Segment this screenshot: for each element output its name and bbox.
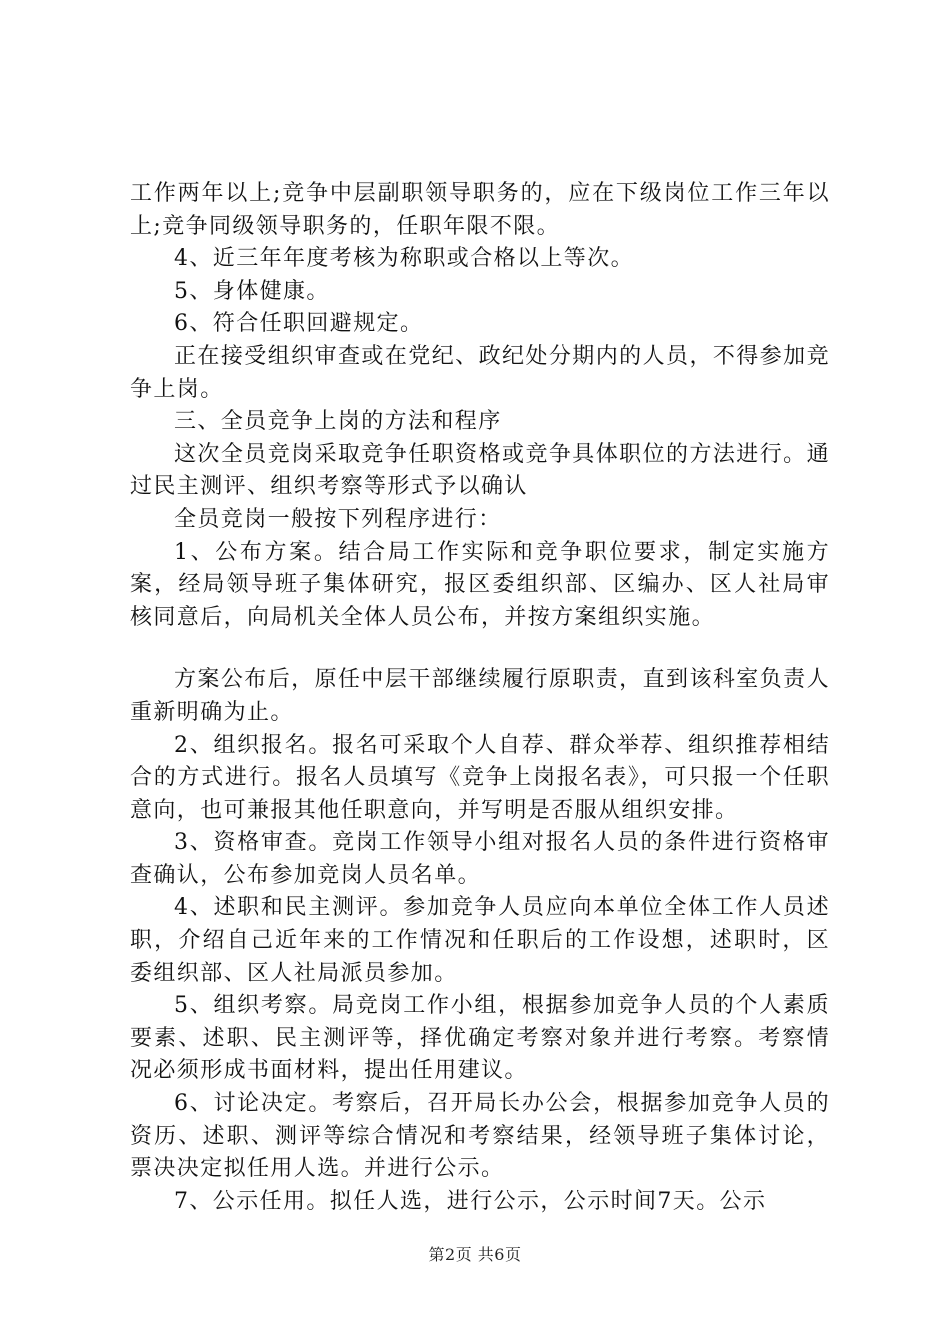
paragraph: 2、组织报名。报名可采取个人自荐、群众举荐、组织推荐相结合的方式进行。报名人员填写《竞争上岗报名表》，可只报一个任职意向，也可兼报其他任职意向，并写明是否服从组织安排。 [130, 732, 830, 823]
paragraph: 方案公布后，原任中层干部继续履行原职责，直到该科室负责人重新明确为止。 [130, 667, 830, 725]
document-body [130, 178, 830, 1218]
paragraph: 工作两年以上;竞争中层副职领导职务的，应在下级岗位工作三年以上;竞争同级领导职务的，任职年限不限。 [130, 181, 830, 239]
paragraph: 1、公布方案。结合局工作实际和竞争职位要求，制定实施方案，经局领导班子集体研究，报区委组织部、区编办、区人社局审核同意后，向局机关全体人员公布，并按方案组织实施。 [130, 539, 830, 630]
page-number: 第2页 共6页 [428, 1245, 522, 1264]
paragraph: 3、资格审查。竞岗工作领导小组对报名人员的条件进行资格审查确认，公布参加竞岗人员名单。 [130, 830, 830, 888]
paragraph: 6、讨论决定。考察后，召开局长办公会，根据参加竞争人员的资历、述职、测评等综合情况和考察结果，经领导班子集体讨论，票决决定拟任用人选。并进行公示。 [130, 1091, 830, 1182]
paragraph: 正在接受组织审查或在党纪、政纪处分期内的人员，不得参加竞争上岗。 [130, 343, 830, 402]
section-heading: 三、全员竞争上岗的方法和程序 [174, 409, 502, 435]
paragraph: 4、近三年年度考核为称职或合格以上等次。 [174, 246, 634, 272]
paragraph: 这次全员竞岗采取竞争任职资格或竞争具体职位的方法进行。通过民主测评、组织考察等形式予以确认 [130, 441, 830, 500]
paragraph: 全员竞岗一般按下列程序进行： [174, 506, 502, 532]
paragraph: 5、身体健康。 [174, 278, 330, 304]
paragraph: 5、组织考察。局竞岗工作小组，根据参加竞争人员的个人素质要素、述职、民主测评等，择优确定考察对象并进行考察。考察情况必须形成书面材料，提出任用建议。 [130, 993, 830, 1084]
paragraph: 6、符合任职回避规定。 [174, 311, 424, 337]
paragraph: 4、述职和民主测评。参加竞争人员应向本单位全体工作人员述职，介绍自己近年来的工作情况和任职后的工作设想，述职时，区委组织部、区人社局派员参加。 [130, 895, 830, 986]
paragraph: 7、公示任用。拟任人选，进行公示，公示时间7天。公示 [174, 1188, 767, 1214]
